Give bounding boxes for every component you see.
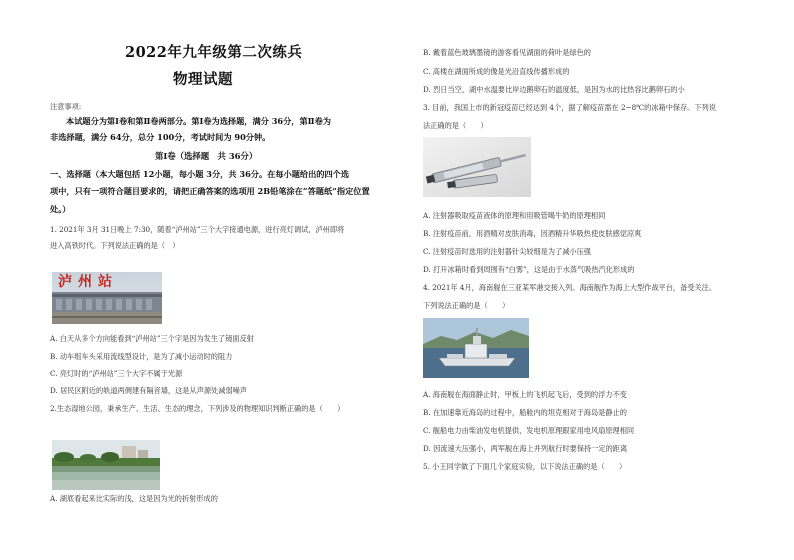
q2-option-d: D. 烈日当空，湖中水温要比岸边鹅卵石的温度低，是因为水的比热容比鹅卵石的小 — [423, 85, 685, 94]
notice-label: 注意事项: — [50, 102, 82, 111]
page-title: 2022年九年级第二次练兵 — [125, 44, 303, 61]
luzhou-station-image — [52, 272, 162, 324]
q1-stem-1: 1. 2021年 3月 31日晚上 7:30，随着“泸州站”三个大字接通电源，进行亮灯调试，泸州即将 — [50, 225, 345, 234]
q4-stem-2: 下列说法正确的是（ ） — [423, 301, 510, 310]
q4-stem-1: 4. 2021年 4月，海南舰在三亚某军港交接入列。海南舰作为海上大型作战平台，备受关注。 — [423, 283, 717, 292]
notice-line-1: 本试题分为第Ⅰ卷和第Ⅱ卷两部分。第Ⅰ卷为选择题，满分 36分，第Ⅱ卷为 — [66, 116, 331, 126]
notice-line-2: 非选择题，满分 64分，总分 100分，考试时间为 90分钟。 — [50, 132, 271, 142]
part1-intro-3: 处。） — [50, 204, 71, 214]
part1-title: 第Ⅰ卷（选择题 共 36分） — [155, 151, 258, 161]
q4-option-d: D. 因流速大压强小，两军舰在海上并列航行时要保持一定的距离 — [423, 444, 628, 453]
part1-intro-1: 一、选择题（本大题包括 12小题，每小题 3分，共 36分。在每小题给出的四个选 — [50, 169, 350, 179]
q1-option-a: A. 白天从多个方向能看到“泸州站”三个字是因为发生了镜面反射 — [50, 334, 254, 343]
q4-option-a: A. 海南舰在海面静止时，甲板上的飞机起飞后，受到的浮力不变 — [423, 390, 627, 399]
q4-option-c: C. 舰船电力由柴油发电机提供，发电机原理跟家用电风扇原理相同 — [423, 426, 635, 435]
hainan-ship-image — [423, 318, 529, 378]
q3-stem-2: 法正确的是（ ） — [423, 121, 488, 130]
vaccine-syringe-image — [423, 137, 531, 197]
q3-option-d: D. 打开冰箱时看到周围有“白雾”，这是由于水蒸气吸热汽化形成的 — [423, 265, 635, 274]
q1-option-c: C. 亮灯时的“泸州站”三个大字不属于光源 — [50, 369, 183, 378]
part1-intro-2: 项中，只有一项符合题目要求的，请把正确答案的选项用 2B铅笔涂在“答题纸”指定位置 — [50, 186, 370, 196]
q3-option-c: C. 注射疫苗时选用的注射器针尖较细是为了减小压强 — [423, 247, 591, 256]
q3-option-b: B. 注射疫苗前，用酒精对皮肤消毒，因酒精升华吸热使皮肤感觉凉爽 — [423, 229, 642, 238]
q2-stem: 2.生态湿地公园，秉承生产、生活、生态的理念，下列涉及的物理知识判断正确的是（ ） — [50, 404, 345, 413]
q1-stem-2: 进入高铁时代。下列说法正确的是（ ） — [50, 241, 180, 250]
q1-option-d: D. 居民区附近的轨道两侧建有隔音墙，这是从声源处减弱噪声 — [50, 386, 247, 395]
q3-option-a: A. 注射器吸取疫苗液体的原理和用吸管喝牛奶的原理相同 — [423, 211, 606, 220]
page-subtitle: 物理试题 — [173, 71, 233, 88]
q4-option-b: B. 在加速靠近海岛的过程中，船舱内的坦克相对于海岛是静止的 — [423, 408, 627, 417]
q2-option-b: B. 戴着蓝色玻璃墨镜的游客看见湖面的荷叶是绿色的 — [423, 48, 591, 57]
q2-option-a: A. 湖底看起来比实际的浅，这是因为光的折射形成的 — [50, 494, 218, 503]
wetland-park-image — [52, 440, 160, 490]
q3-stem-1: 3. 目前，我国上市的新冠疫苗已经达到 4个，据了解疫苗需在 2~8℃的冰箱中保存。下列说 — [423, 103, 717, 112]
station-sign-text: 泸州站 — [58, 274, 118, 290]
q1-option-b: B. 动车组车头采用流线型设计，是为了减小运动时的阻力 — [50, 352, 233, 361]
q5-stem: 5. 小王同学做了下面几个家庭实验，以下说法正确的是（ ） — [423, 462, 627, 471]
q2-option-c: C. 高楼在湖面所成的像是光沿直线传播形成的 — [423, 67, 570, 76]
